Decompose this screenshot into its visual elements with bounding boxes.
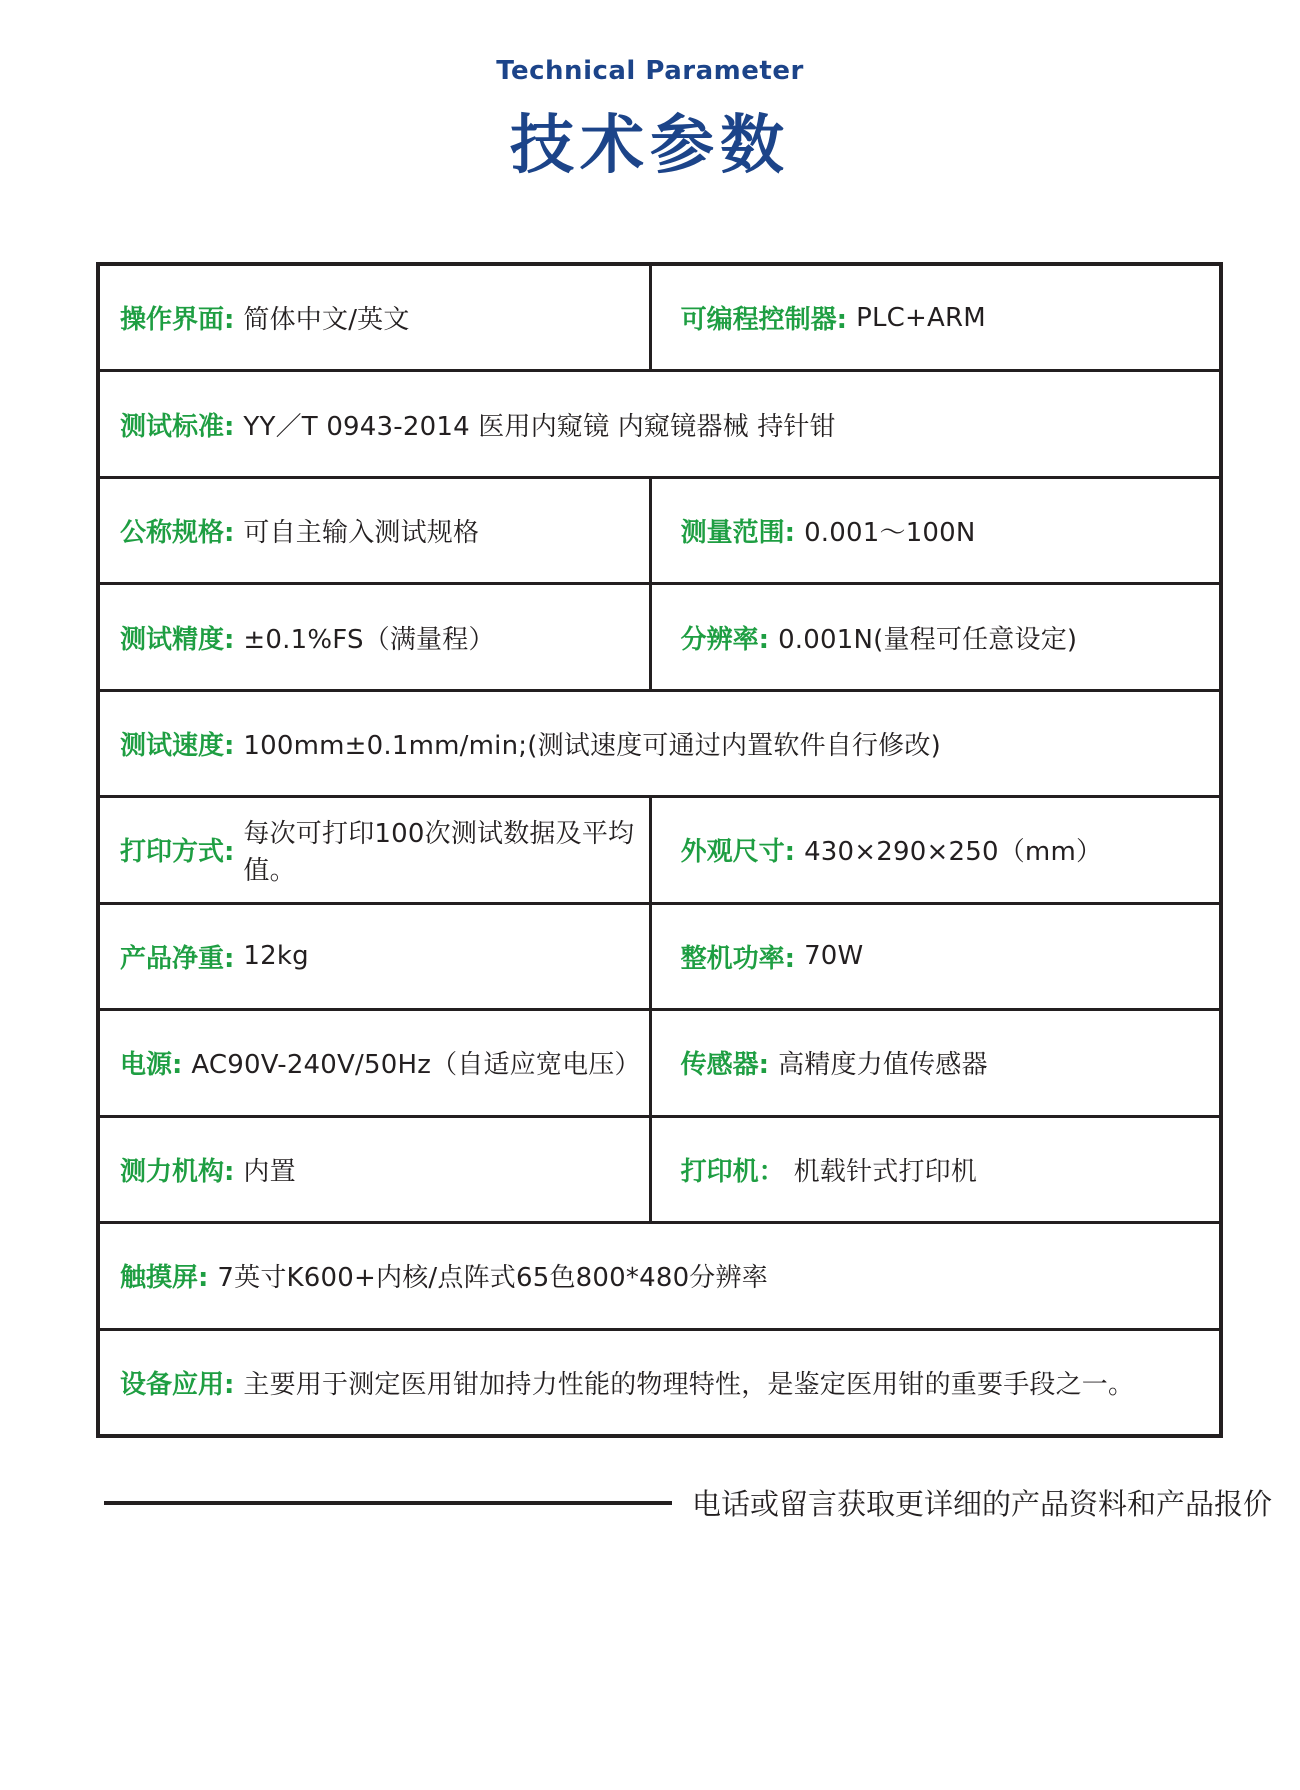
page-subtitle-en: Technical Parameter [496, 56, 804, 86]
cell-value: 7英寸K600+内核/点阵式65色800*480分辨率 [217, 1263, 768, 1294]
cell-label: 测力机构: [120, 1156, 235, 1187]
cell-value: 0.001N(量程可任意设定) [778, 624, 1078, 655]
cell-label: 打印方式: [120, 837, 235, 868]
cell-value: PLC+ARM [856, 302, 986, 333]
cell-value: ±0.1%FS（满量程） [243, 624, 495, 655]
table-cell [652, 1011, 1219, 1114]
table-cell [100, 1011, 652, 1114]
table-row [100, 1115, 1219, 1221]
table-cell [652, 479, 1219, 582]
table-cell [100, 905, 652, 1008]
table-row [100, 795, 1219, 901]
cell-value: 430×290×250（mm） [804, 837, 1103, 868]
cell-value: 可自主输入测试规格 [243, 518, 480, 549]
table-row [100, 1008, 1219, 1114]
cell-label: 公称规格: [120, 518, 235, 549]
page-title: 技术参数 [510, 109, 790, 183]
table-row [100, 266, 1219, 369]
table-cell [652, 1118, 1219, 1221]
cell-value: 每次可打印100次测试数据及平均值。 [243, 818, 635, 886]
cell-value: 0.001～100N [804, 518, 976, 549]
footer-divider-line [104, 1501, 672, 1505]
table-cell [652, 905, 1219, 1008]
footer-note: 电话或留言获取更详细的产品资料和产品报价 [692, 1487, 1273, 1521]
page-header [0, 0, 1300, 186]
cell-label: 打印机： [680, 1156, 785, 1187]
table-cell [100, 1224, 1219, 1327]
cell-value: 12kg [243, 941, 309, 972]
table-row [100, 1221, 1219, 1327]
cell-label: 传感器: [680, 1050, 770, 1081]
cell-value: AC90V-240V/50Hz（自适应宽电压） [191, 1050, 641, 1081]
table-row [100, 582, 1219, 688]
cell-value: 70W [804, 941, 864, 972]
table-row [100, 689, 1219, 795]
cell-value: YY／T 0943-2014 医用内窥镜 内窥镜器械 持针钳 [243, 411, 836, 442]
cell-value: 内置 [243, 1156, 296, 1187]
table-row [100, 1328, 1219, 1434]
cell-value: 100mm±0.1mm/min;(测试速度可通过内置软件自行修改) [243, 731, 941, 762]
table-cell [100, 798, 652, 901]
table-cell [652, 266, 1219, 369]
table-cell [100, 372, 1219, 475]
page-footer [104, 1482, 1272, 1523]
table-row [100, 476, 1219, 582]
cell-label: 测试速度: [120, 731, 235, 762]
cell-label: 触摸屏: [120, 1263, 209, 1294]
cell-value: 机载针式打印机 [793, 1156, 978, 1187]
cell-value: 简体中文/英文 [243, 305, 410, 336]
table-row [100, 369, 1219, 475]
cell-label: 可编程控制器: [680, 305, 848, 336]
table-cell [652, 585, 1219, 688]
cell-label: 测量范围: [680, 518, 796, 549]
table-cell [100, 479, 652, 582]
cell-label: 产品净重: [120, 943, 235, 974]
parameter-table [96, 262, 1223, 1438]
cell-label: 测试精度: [120, 624, 235, 655]
table-row [100, 902, 1219, 1008]
cell-label: 分辨率: [680, 624, 770, 655]
table-cell [100, 585, 652, 688]
cell-label: 设备应用: [120, 1369, 235, 1400]
table-cell [100, 266, 652, 369]
cell-label: 整机功率: [680, 943, 796, 974]
cell-label: 电源: [120, 1050, 183, 1081]
table-cell [100, 1331, 1219, 1434]
cell-label: 操作界面: [120, 305, 235, 336]
table-cell [652, 798, 1219, 901]
table-cell [100, 692, 1219, 795]
cell-value: 主要用于测定医用钳加持力性能的物理特性，是鉴定医用钳的重要手段之一。 [243, 1369, 1135, 1400]
cell-value: 高精度力值传感器 [778, 1050, 988, 1081]
cell-label: 测试标准: [120, 411, 235, 442]
cell-label: 外观尺寸: [680, 837, 796, 868]
table-cell [100, 1118, 652, 1221]
